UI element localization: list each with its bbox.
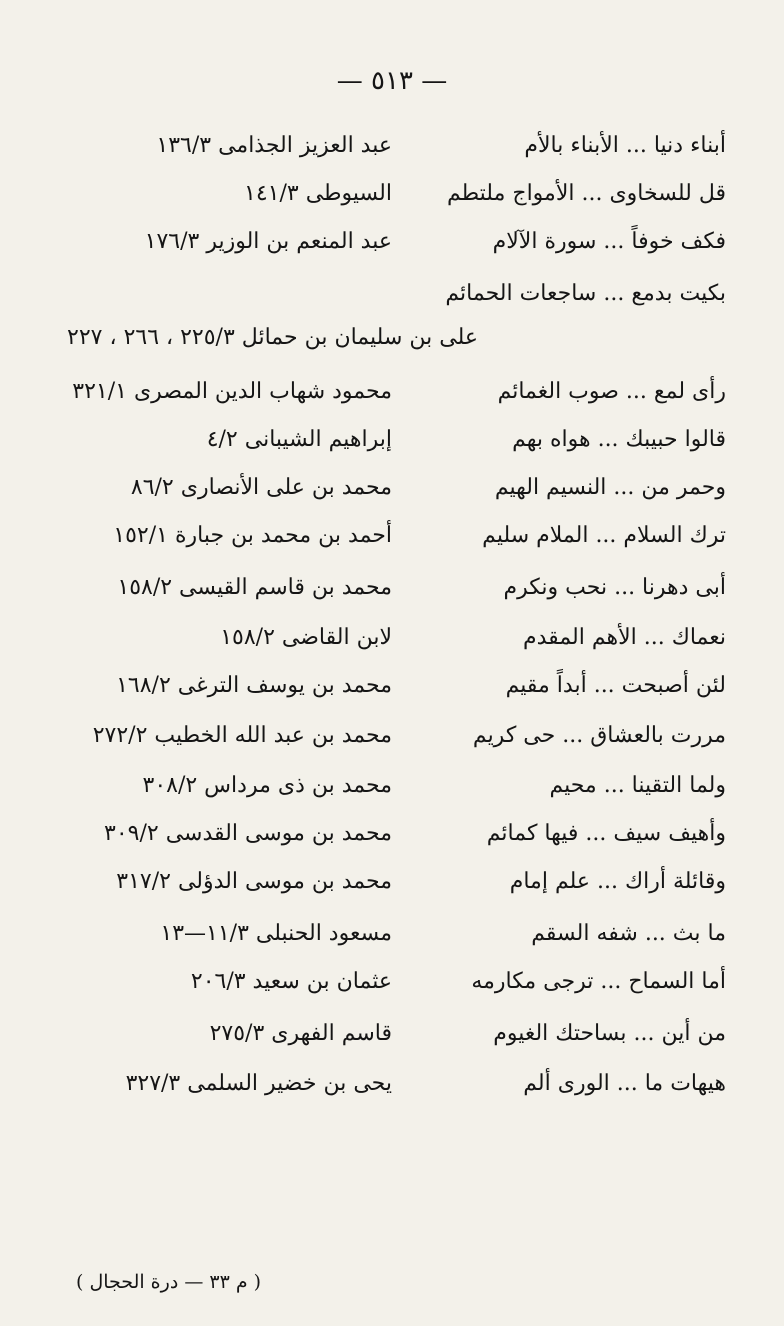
poet-and-reference: محمد بن قاسم القيسى ١٥٨/٢ [117,575,392,600]
index-entry [0,869,784,913]
poem-first-line: قل للسخاوى ... الأمواج ملتطم [446,181,726,206]
poem-first-line: هيهات ما ... الورى ألم [523,1071,726,1096]
book-footer: ( م ٣٣ — درة الحجال ) [76,1271,262,1293]
index-entry [0,821,784,865]
poem-first-line: قالوا حبيبك ... هواه بهم [512,427,726,452]
index-entry-continuation [0,325,784,369]
poem-first-line: ما بث ... شفه السقم [531,921,726,946]
poet-and-reference: عبد العزيز الجذامى ١٣٦/٣ [156,133,392,158]
poet-and-reference: محمد بن ذى مرداس ٣٠٨/٢ [142,773,392,798]
index-entry [0,427,784,471]
index-entry [0,1071,784,1115]
poet-and-reference: محمد بن موسى القدسى ٣٠٩/٢ [104,821,392,846]
poet-and-reference: يحى بن خضير السلمى ٣٢٧/٣ [125,1071,392,1096]
index-entry [0,773,784,817]
index-entry [0,281,784,325]
index-entry [0,575,784,619]
index-entry [0,921,784,965]
poem-first-line: مررت بالعشاق ... حى كريم [472,723,726,748]
poet-and-reference: محمد بن يوسف الترغى ١٦٨/٢ [116,673,392,698]
poem-first-line: وقائلة أراك ... علم إمام [509,869,726,894]
poem-first-line: وحمر من ... النسيم الهيم [494,475,726,500]
poem-first-line: أبى دهرنا ... نحب ونكرم [503,575,726,600]
page-number: — ٥١٣ — [336,66,448,96]
index-entry [0,133,784,177]
index-entry [0,673,784,717]
poet-and-reference: عبد المنعم بن الوزير ١٧٦/٣ [144,229,392,254]
poem-first-line: رأى لمع ... صوب الغمائم [497,379,726,404]
index-entry [0,229,784,273]
poet-and-reference: مسعود الحنبلى ١١/٣—١٣ [160,921,392,946]
poet-and-reference: على بن سليمان بن حمائل ٢٢٥/٣ ، ٢٦٦ ، ٢٢٧ [67,325,478,350]
index-entry [0,475,784,519]
poem-first-line: نعماك ... الأهم المقدم [523,625,726,650]
poem-first-line: من أين ... بساحتك الغيوم [493,1021,726,1046]
poem-first-line: لئن أصبحت ... أبداً مقيم [505,673,726,698]
poem-first-line: وأهيف سيف ... فيها كمائم [486,821,726,846]
poem-first-line: ترك السلام ... الملام سليم [482,523,726,548]
poet-and-reference: محمد بن على الأنصارى ٨٦/٢ [130,475,392,500]
index-entry [0,625,784,669]
poem-first-line: أبناء دنيا ... الأبناء بالأم [524,133,726,158]
poet-and-reference: إبراهيم الشيبانى ٤/٢ [206,427,392,452]
index-entry [0,723,784,767]
poet-and-reference: قاسم الفهرى ٢٧٥/٣ [209,1021,392,1046]
index-entry [0,1021,784,1065]
poem-first-line: فكف خوفاً ... سورة الآلام [492,229,726,254]
index-entry [0,523,784,567]
poet-and-reference: محمد بن عبد الله الخطيب ٢٧٢/٢ [92,723,392,748]
poem-first-line: ولما التقينا ... محيم [549,773,726,798]
poet-and-reference: لابن القاضى ١٥٨/٢ [220,625,392,650]
index-entry [0,969,784,1013]
poem-first-line: أما السماح ... ترجى مكارمه [471,969,726,994]
poet-and-reference: محمد بن موسى الدؤلى ٣١٧/٢ [116,869,392,894]
poet-and-reference: أحمد بن محمد بن جبارة ١٥٢/١ [113,523,392,548]
poet-and-reference: عثمان بن سعيد ٢٠٦/٣ [190,969,392,994]
index-entry [0,181,784,225]
index-entry [0,379,784,423]
poet-and-reference: السيوطى ١٤١/٣ [244,181,392,206]
poet-and-reference: محمود شهاب الدين المصرى ٣٢١/١ [72,379,392,404]
poem-first-line: بكيت بدمع ... ساجعات الحمائم [445,281,726,306]
